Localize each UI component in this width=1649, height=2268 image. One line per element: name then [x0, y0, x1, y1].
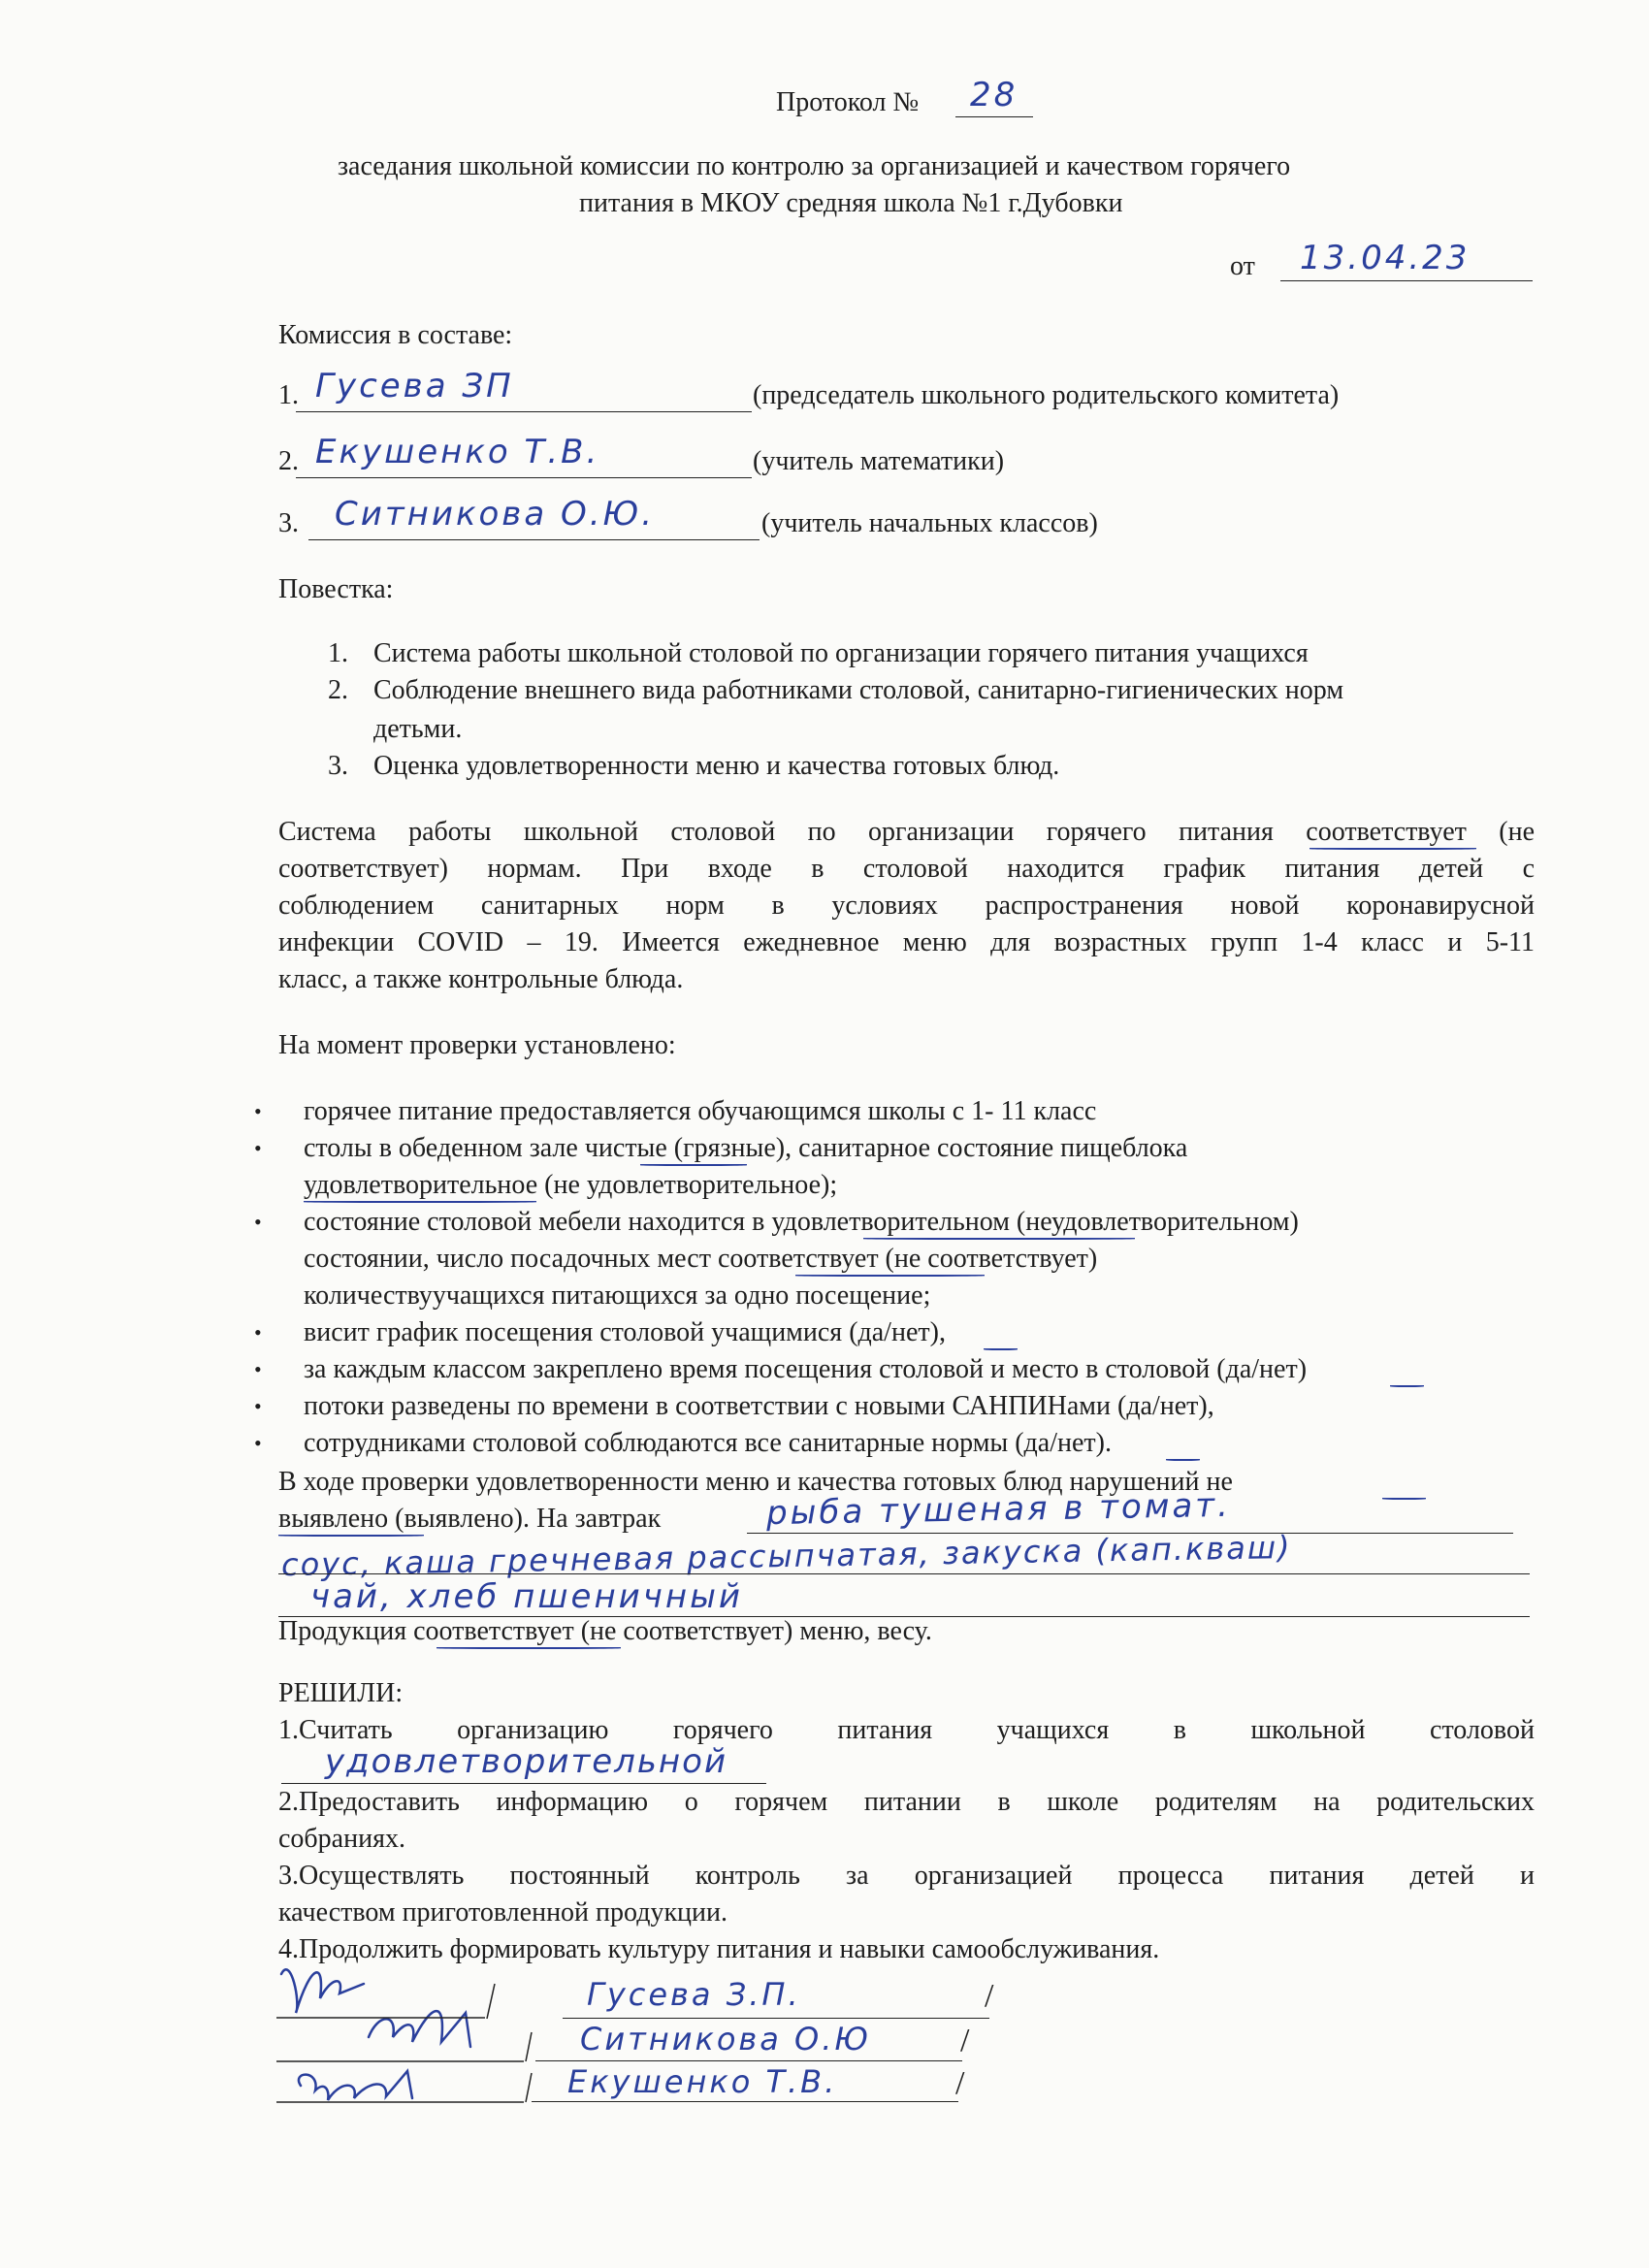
intro-line-5: класс, а также контрольные блюда. — [278, 964, 684, 994]
decision-1-word: питания — [837, 1715, 933, 1745]
member-2-rule — [296, 477, 752, 478]
underline-da-3 — [1166, 1459, 1200, 1461]
agenda-heading: Повестка: — [278, 574, 394, 604]
member-1-role: (председатель школьного родительского комитета) — [753, 380, 1340, 410]
intro-line-3: соблюдением санитарных норм в условиях распространения новой коронавирусной — [278, 891, 1535, 921]
decisions-heading: РЕШИЛИ: — [278, 1678, 404, 1708]
signature-slash-2: / — [960, 2023, 970, 2058]
signature-name-2: Ситникова О.Ю — [580, 2021, 871, 2057]
decision-1-word: организацию — [457, 1715, 609, 1745]
underline-da-2 — [1390, 1385, 1424, 1387]
decision-3-line-2: качеством приготовленной продукции. — [278, 1897, 728, 1928]
bullet-4: • — [254, 1320, 262, 1345]
underline-udovl-1 — [304, 1201, 536, 1203]
bullet-1: • — [254, 1099, 262, 1123]
underline-chistye — [640, 1164, 747, 1166]
finding-line-10: сотрудниками столовой соблюдаются все санитарные нормы (да/нет). — [304, 1428, 1112, 1458]
agenda-item-1-text: Система работы школьной столовой по организации горячего питания учащихся — [373, 638, 1309, 668]
bullet-3: • — [254, 1210, 262, 1234]
underline-da-1 — [984, 1348, 1018, 1350]
subtitle-line2: питания в МКОУ средняя школа №1 г.Дубовки — [579, 188, 1123, 218]
signature-rule-2 — [535, 2060, 962, 2061]
signature-rule-3 — [532, 2101, 958, 2102]
decision-2-line-1: 2.Предоставить информацию о горячем питании в школе родителям на родительских — [278, 1787, 1535, 1817]
number-rule — [955, 116, 1033, 117]
bullet-7: • — [254, 1431, 262, 1455]
finding-line-2: столы в обеденном зале чистые (грязные), санитарное состояние пищеблока — [304, 1133, 1188, 1163]
date-prefix: от — [1230, 251, 1255, 281]
decision-2-line-2: собраниях. — [278, 1824, 405, 1854]
signature-1-scribble — [281, 1969, 364, 2013]
member-1-num: 1. — [278, 380, 299, 410]
intro-line-2: соответствует) нормам. При входе в столовой находится график питания детей с — [278, 854, 1535, 884]
signature-name-1: Гусева З.П. — [587, 1976, 801, 2013]
agenda-item-3-num: 3. — [328, 751, 348, 781]
decision-4: 4.Продолжить формировать культуру питания и навыки самообслуживания. — [278, 1934, 1160, 1964]
protocol-number: 28 — [970, 76, 1018, 114]
protocol-date: 13.04.23 — [1300, 239, 1471, 277]
member-3-role: (учитель начальных классов) — [761, 508, 1098, 538]
underline-vyyavleno — [278, 1535, 424, 1537]
underline-ne — [1382, 1498, 1426, 1500]
decision-1-rule — [281, 1783, 766, 1784]
agenda-item-2-text: Соблюдение внешнего вида работниками столовой, санитарно-гигиенических норм — [373, 675, 1344, 705]
signature-3-scribble — [299, 2071, 412, 2100]
finding-line-9: потоки разведены по времени в соответствии с новыми САНПИНами (да/нет), — [304, 1391, 1214, 1421]
underline-sootvetstvuet-2 — [795, 1275, 985, 1277]
bullet-5: • — [254, 1357, 262, 1381]
member-3-num: 3. — [278, 508, 299, 538]
decision-1-handwritten: удовлетворительной — [325, 1742, 728, 1781]
signature-slash-1: / — [985, 1978, 994, 2014]
decision-1-word: 1.Считать — [278, 1715, 393, 1745]
decision-1-word: школьной — [1250, 1715, 1366, 1745]
member-1-rule — [296, 411, 752, 412]
signature-2-scribble — [369, 2011, 470, 2047]
signature-name-3: Екушенко Т.В. — [567, 2063, 838, 2100]
decision-1-word: горячего — [672, 1715, 773, 1745]
member-3-name: Ситникова О.Ю. — [335, 495, 656, 534]
agenda-item-3-text: Оценка удовлетворенности меню и качества готовых блюд. — [373, 751, 1060, 781]
member-2-role: (учитель математики) — [753, 446, 1005, 476]
signature-scribbles — [272, 1945, 563, 2120]
finding-line-8: за каждым классом закреплено время посещения столовой и место в столовой (да/нет) — [304, 1354, 1308, 1384]
subtitle-line1: заседания школьной комиссии по контролю за организацией и качеством горячего — [338, 151, 1291, 181]
member-3-rule — [308, 539, 760, 540]
member-2-name: Екушенко Т.В. — [315, 433, 600, 471]
decision-1-word: в — [1173, 1715, 1186, 1745]
agenda-item-2-cont: детьми. — [373, 714, 463, 744]
breakfast-line-3: чай, хлеб пшеничный — [310, 1577, 744, 1616]
member-2-num: 2. — [278, 446, 299, 476]
commission-heading: Комиссия в составе: — [278, 320, 513, 350]
title-prefix: Протокол № — [776, 87, 920, 117]
breakfast-line-2: соус, каша гречневая рассыпчатая, закуска (кап.кваш) — [280, 1528, 1292, 1584]
decision-1-word: учащихся — [996, 1715, 1110, 1745]
finding-line-3: удовлетворительное (не удовлетворительное); — [304, 1170, 838, 1200]
member-1-name: Гусева ЗП — [315, 367, 514, 405]
underline-sootvetstvuet-1 — [1310, 848, 1476, 850]
intro-line-1: Система работы школьной столовой по организации горячего питания соответствует (не — [278, 817, 1535, 847]
underline-sootvetstvuet-3 — [436, 1647, 621, 1649]
bullet-6: • — [254, 1394, 262, 1418]
finding-line-5: состоянии, число посадочных мест соответствует (не соответствует) — [304, 1244, 1098, 1274]
finding-line-1: горячее питание предоставляется обучающимся школы с 1- 11 класс — [304, 1096, 1097, 1126]
signature-rule-1 — [563, 2018, 989, 2019]
breakfast-line-1: рыба тушеная в томат. — [765, 1485, 1232, 1534]
menu-check-line-2: выявлено (выявлено). На завтрак — [278, 1504, 662, 1534]
bullet-2: • — [254, 1136, 262, 1160]
underline-udovl-2 — [863, 1238, 1135, 1240]
date-rule — [1280, 280, 1533, 281]
agenda-item-2-num: 2. — [328, 675, 348, 705]
finding-line-4: состояние столовой мебели находится в удовлетворительном (неудовлетворительном) — [304, 1207, 1299, 1237]
intro-line-4: инфекции COVID – 19. Имеется ежедневное меню для возрастных групп 1-4 класс и 5-11 — [278, 927, 1535, 957]
agenda-item-1-num: 1. — [328, 638, 348, 668]
finding-line-6: количествуучащихся питающихся за одно посещение; — [304, 1280, 931, 1311]
decision-3-line-1: 3.Осуществлять постоянный контроль за организацией процесса питания детей и — [278, 1861, 1535, 1891]
findings-heading: На момент проверки установлено: — [278, 1030, 676, 1060]
menu-check-conclusion: Продукция соответствует (не соответствует) меню, весу. — [278, 1616, 932, 1646]
decision-1-word: столовой — [1430, 1715, 1535, 1745]
breakfast-rule-2 — [278, 1573, 1530, 1574]
finding-line-7: висит график посещения столовой учащимися (да/нет), — [304, 1317, 946, 1347]
menu-check-line-1: В ходе проверки удовлетворенности меню и качества готовых блюд нарушений не — [278, 1467, 1233, 1497]
signature-slash-3: / — [955, 2065, 965, 2101]
